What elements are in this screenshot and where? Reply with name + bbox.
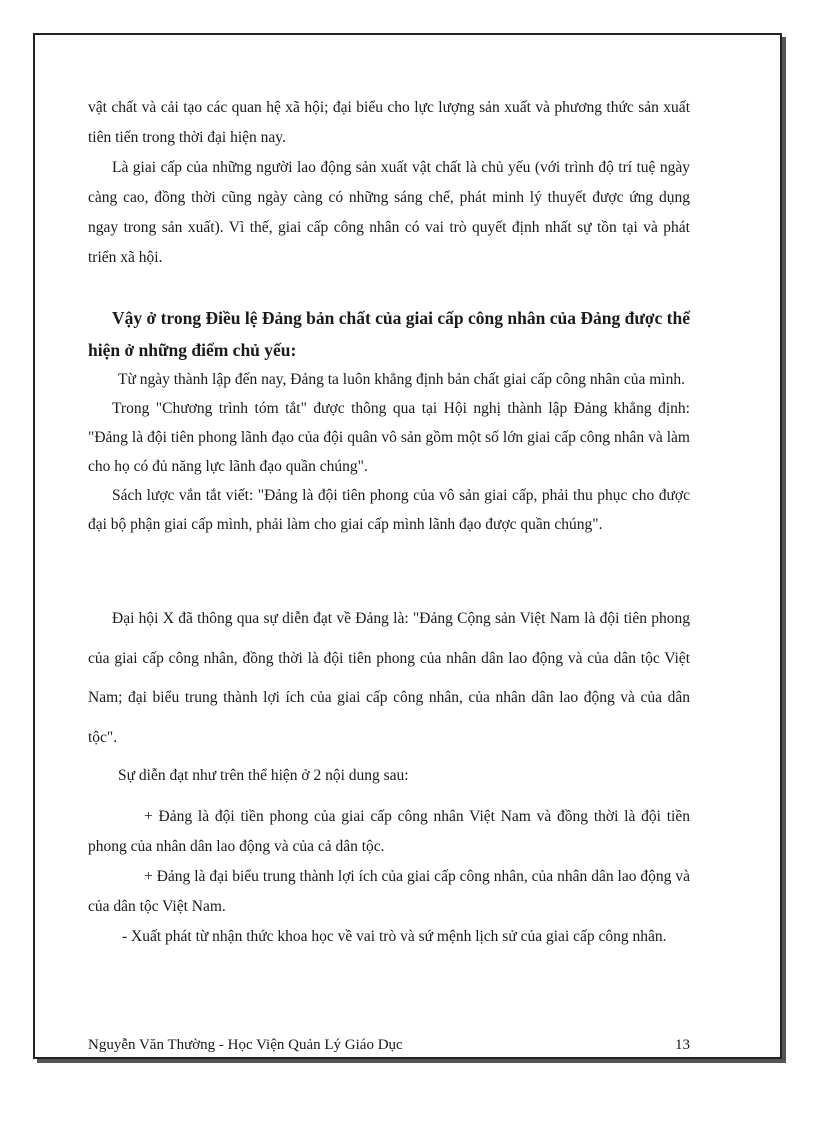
bullet-1: + Đảng là đội tiền phong của giai cấp công nhân Việt Nam và đồng thời là đội tiền phong của nhân dân lao động và của cả dân tộc. [88,808,690,855]
paragraph-5: Sách lược vắn tắt viết: "Đảng là đội tiên phong của vô sản giai cấp, phải thu phục cho được đại bộ phận giai cấp mình, phải làm cho giai cấp mình lãnh đạo được quần chúng". [88,487,690,533]
paragraph-8: - Xuất phát từ nhận thức khoa học về vai trò và sứ mệnh lịch sử của giai cấp công nhân. [122,928,667,945]
body-intro [88,761,690,791]
page-footer [88,1037,690,1054]
body-congress [88,599,690,757]
body-bullets [88,802,690,952]
bullet-2: + Đảng là đại biểu trung thành lợi ích của giai cấp công nhân, của nhân dân lao động và của dân tộc Việt Nam. [88,868,690,915]
body-mid [88,365,690,539]
paragraph-7: Sự diễn đạt như trên thể hiện ở 2 nội dung sau: [118,767,409,784]
paragraph-1: vật chất và cải tạo các quan hệ xã hội; đại biểu cho lực lượng sản xuất và phương thức sản xuất tiên tiến trong thời đại hiện nay. [88,99,690,146]
page-number: 13 [675,1037,690,1053]
footer-author: Nguyễn Văn Thường - Học Viện Quản Lý Giáo Dục [88,1037,403,1053]
paragraph-4: Trong "Chương trình tóm tắt" được thông qua tại Hội nghị thành lập Đảng khẳng định: "Đảng là đội tiên phong lãnh đạo của đội quân vô sản gồm một số lớn giai cấp công nhân và làm cho họ có đủ năng lực lãnh đạo quần chúng". [88,400,690,475]
paragraph-2: Là giai cấp của những người lao động sản xuất vật chất là chủ yếu (với trình độ trí tuệ ngày càng cao, đồng thời cũng ngày càng có những sáng chế, phát minh lý thuyết được ứng dụng ngay trong sản xuất). Vì thế, giai cấp công nhân có vai trò quyết định nhất sự tồn tại và phát triển xã hội. [88,159,690,266]
section-heading: Vậy ở trong Điều lệ Đảng bản chất của giai cấp công nhân của Đảng được thể hiện ở những điểm chủ yếu: [88,308,690,360]
paragraph-3: Từ ngày thành lập đến nay, Đảng ta luôn khẳng định bản chất giai cấp công nhân của mình. [118,371,685,388]
body-top [88,93,690,273]
paragraph-6: Đại hội X đã thông qua sự diễn đạt về Đảng là: "Đảng Cộng sản Việt Nam là đội tiên phong của giai cấp công nhân, đồng thời là đội tiên phong của nhân dân lao động và của dân tộc Việt Nam; đại biểu trung thành lợi ích của giai cấp công nhân, của nhân dân lao động và của dân tộc". [88,610,690,746]
section-heading-block [88,302,690,366]
